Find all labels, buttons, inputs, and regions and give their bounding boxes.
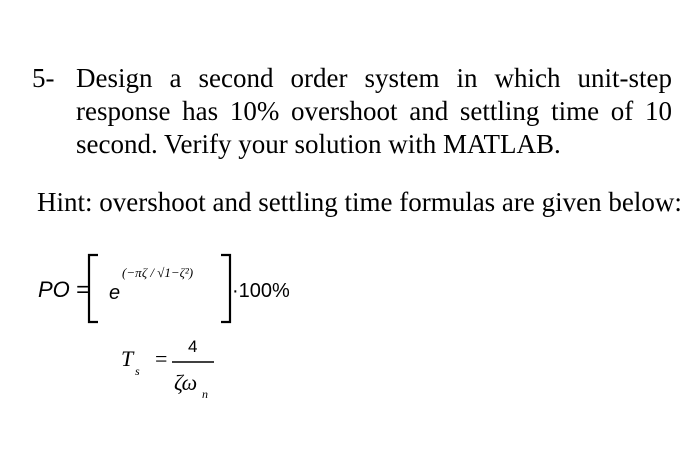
ts-subscript: s bbox=[135, 364, 140, 378]
po-exponent: (−πζ / √1−ζ²) bbox=[122, 265, 194, 280]
ts-denominator-subscript: n bbox=[202, 387, 208, 401]
ts-equals: = bbox=[155, 346, 168, 371]
po-lhs: PO = bbox=[38, 277, 89, 302]
problem-number: 5- bbox=[32, 63, 55, 93]
po-formula bbox=[38, 255, 290, 322]
po-multiplier: ·100% bbox=[232, 280, 290, 302]
ts-denominator: ζω bbox=[174, 370, 198, 395]
hint-text: Hint: overshoot and settling time formulas are given below: bbox=[37, 187, 682, 217]
right-bracket bbox=[221, 255, 230, 322]
ts-numerator: 4 bbox=[188, 337, 198, 356]
problem-text: Design a second order system in which unit-step response has 10% overshoot and settling time of 10 second. Verify your solution with MATLAB. bbox=[76, 63, 672, 159]
ts-formula bbox=[121, 337, 214, 401]
ts-symbol: T bbox=[121, 346, 134, 371]
po-base-e: e bbox=[109, 282, 121, 304]
left-bracket bbox=[89, 255, 98, 322]
